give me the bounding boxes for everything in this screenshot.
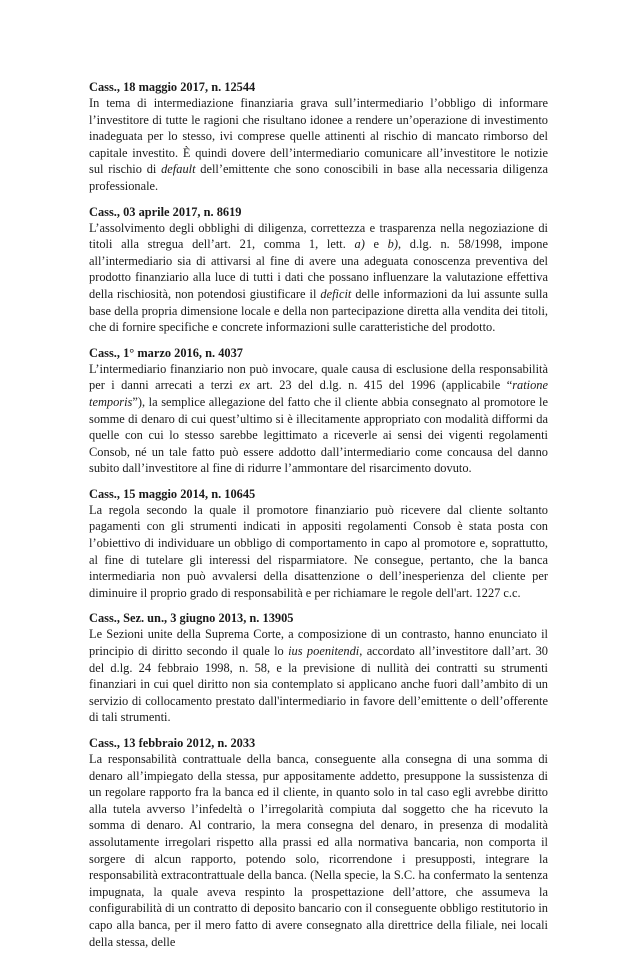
case-title: Cass., 18 maggio 2017, n. 12544	[89, 80, 256, 94]
text-run: , accordato all’investitore dall’art. 30 del d.lg. 24 febbraio 1998, n. 58, e la previsione di nullità dei contratti su strumenti finanziari in cui quel diritto non sia contemplato si applicano anche fuori dall’ambito di un servizio di collocamento prestato dall'intermediario in favore dell’emittente o dell’offerente di tali strumenti.	[89, 644, 548, 725]
document-content	[89, 79, 548, 959]
case-title: Cass., 03 aprile 2017, n. 8619	[89, 204, 242, 219]
italic-term: a)	[354, 237, 365, 252]
italic-term: b)	[387, 237, 398, 252]
italic-term: deficit	[320, 286, 352, 301]
text-run: L’assolvimento degli obblighi di diligenza, correttezza e trasparenza nella negoziazione di titoli alla stregua dell’art. 21, comma 1, lett.	[89, 220, 548, 252]
case-entry	[89, 735, 548, 950]
text-run: , d.lg. n. 58/1998, impone all’intermediario sia di attivarsi al fine di avere una adeguata conoscenza preventiva del prodotto finanziario alla luce di tutti i dati che possano influenzare la valutazione effettiva della rischiosità, non potendosi giustificare il	[89, 237, 548, 301]
case-entry	[89, 486, 548, 602]
italic-term: ius poenitendi	[288, 644, 360, 659]
case-title: Cass., 1° marzo 2016, n. 4037	[89, 345, 243, 360]
case-entry	[89, 345, 548, 477]
text-run: e	[364, 237, 388, 252]
text-run: art. 23 del d.lg. n. 415 del 1996 (applicabile “	[250, 378, 513, 393]
text-run: dell’emittente che sono conoscibili in base alla necessaria diligenza professionale.	[89, 162, 548, 193]
italic-term: ratione temporis	[89, 378, 548, 409]
italic-term: default	[161, 162, 196, 177]
case-summary	[89, 220, 548, 336]
text-run: In tema di intermediazione finanziaria grava sull’intermediario l’obbligo di informare l’investitore di tutte le ragioni che risultano idonee a rendere un’operazione di investimento inadeguata per lo stesso, ivi comprese quelle attinenti al rischio di mancato rimborso del capitale investito. È quindi dovere dell’intermediario comunicare all’investitore le notizie sul rischio di	[89, 96, 548, 177]
italic-term: ex	[239, 378, 251, 393]
case-title: Cass., Sez. un., 3 giugno 2013, n. 13905	[89, 611, 294, 626]
case-title: Cass., 13 febbraio 2012, n. 2033	[89, 736, 256, 750]
case-entry	[89, 204, 548, 336]
text-run: delle informazioni da lui assunte sulla base della propria dimensione locale e della non partecipazione diretta alla vendita dei titoli, che di fornire specifiche e concrete informazioni sulle caratteristiche del prodotto.	[89, 286, 548, 335]
text-run: L’intermediario finanziario non può invocare, quale causa di esclusione della responsabilità per i danni arrecati a terzi	[89, 361, 548, 393]
text-run: Le Sezioni unite della Suprema Corte, a composizione di un contrasto, hanno enunciato il principio di diritto secondo il quale lo	[89, 627, 548, 659]
case-entry	[89, 610, 548, 726]
case-summary	[89, 361, 548, 477]
case-title: Cass., 15 maggio 2014, n. 10645	[89, 486, 256, 501]
case-entry	[89, 79, 548, 195]
text-run: La responsabilità contrattuale della banca, conseguente alla consegna di una somma di denaro all’impiegato della stessa, pur appositamente addetto, presuppone la sussistenza di un regolare rapporto fra la banca ed il cliente, in quanto solo in tal caso egli avrebbe diritto alla tutela avverso l’infedeltà o l’irregolarità compiuta dal soggetto che ha ricevuto la somma di denaro. Al contrario, la mera consegna del denaro, in presenza di modalità assolutamente irregolari rispetto alla prassi ed alla normativa bancaria, non comporta il sorgere di alcun rapporto, potendo solo, ricorrendone i presupposti, integrare la responsabilità extracontrattuale della banca. (Nella specie, la S.C. ha confermato la sentenza impugnata, la quale aveva respinto la prospettazione dell’attore, che assumeva la configurabilità di un contratto di deposito bancario con il conseguente obbligo restitutorio in capo alla banca, per il mero fatto di avere consegnato alla direttrice della filiale, nei locali della stessa, delle	[89, 752, 548, 949]
case-summary	[89, 626, 548, 726]
text-run: La regola secondo la quale il promotore finanziario può ricevere dal cliente soltanto pagamenti con gli strumenti indicati in appositi regolamenti Consob è stata posta con l’obiettivo di individuare un obbligo di comportamento in capo al promotore e, soprattutto, al fine di tutelare gli interessi del risparmiatore. Ne consegue, pertanto, che la banca intermediaria non può avvalersi della disattenzione o dell’inesperienza del cliente per diminuire il proprio grado di responsabilità e per richiamare le regole dell'art. 1227 c.c.	[89, 502, 548, 600]
text-run: ”), la semplice allegazione del fatto che il cliente abbia consegnato al promotore le somme di denaro di cui quest’ultimo si è illecitamente appropriato con modalità difformi da quelle con cui lo stesso sarebbe legittimato a riceverle ai sensi dei vigenti regolamenti Consob, né un tale fatto può essere addotto dall’intermediario come concausa del danno subito dall’investitore al fine di ridurre l’ammontare del risarcimento dovuto.	[89, 394, 548, 476]
case-summary	[89, 502, 548, 602]
case-summary	[89, 95, 548, 195]
case-summary	[89, 751, 548, 950]
